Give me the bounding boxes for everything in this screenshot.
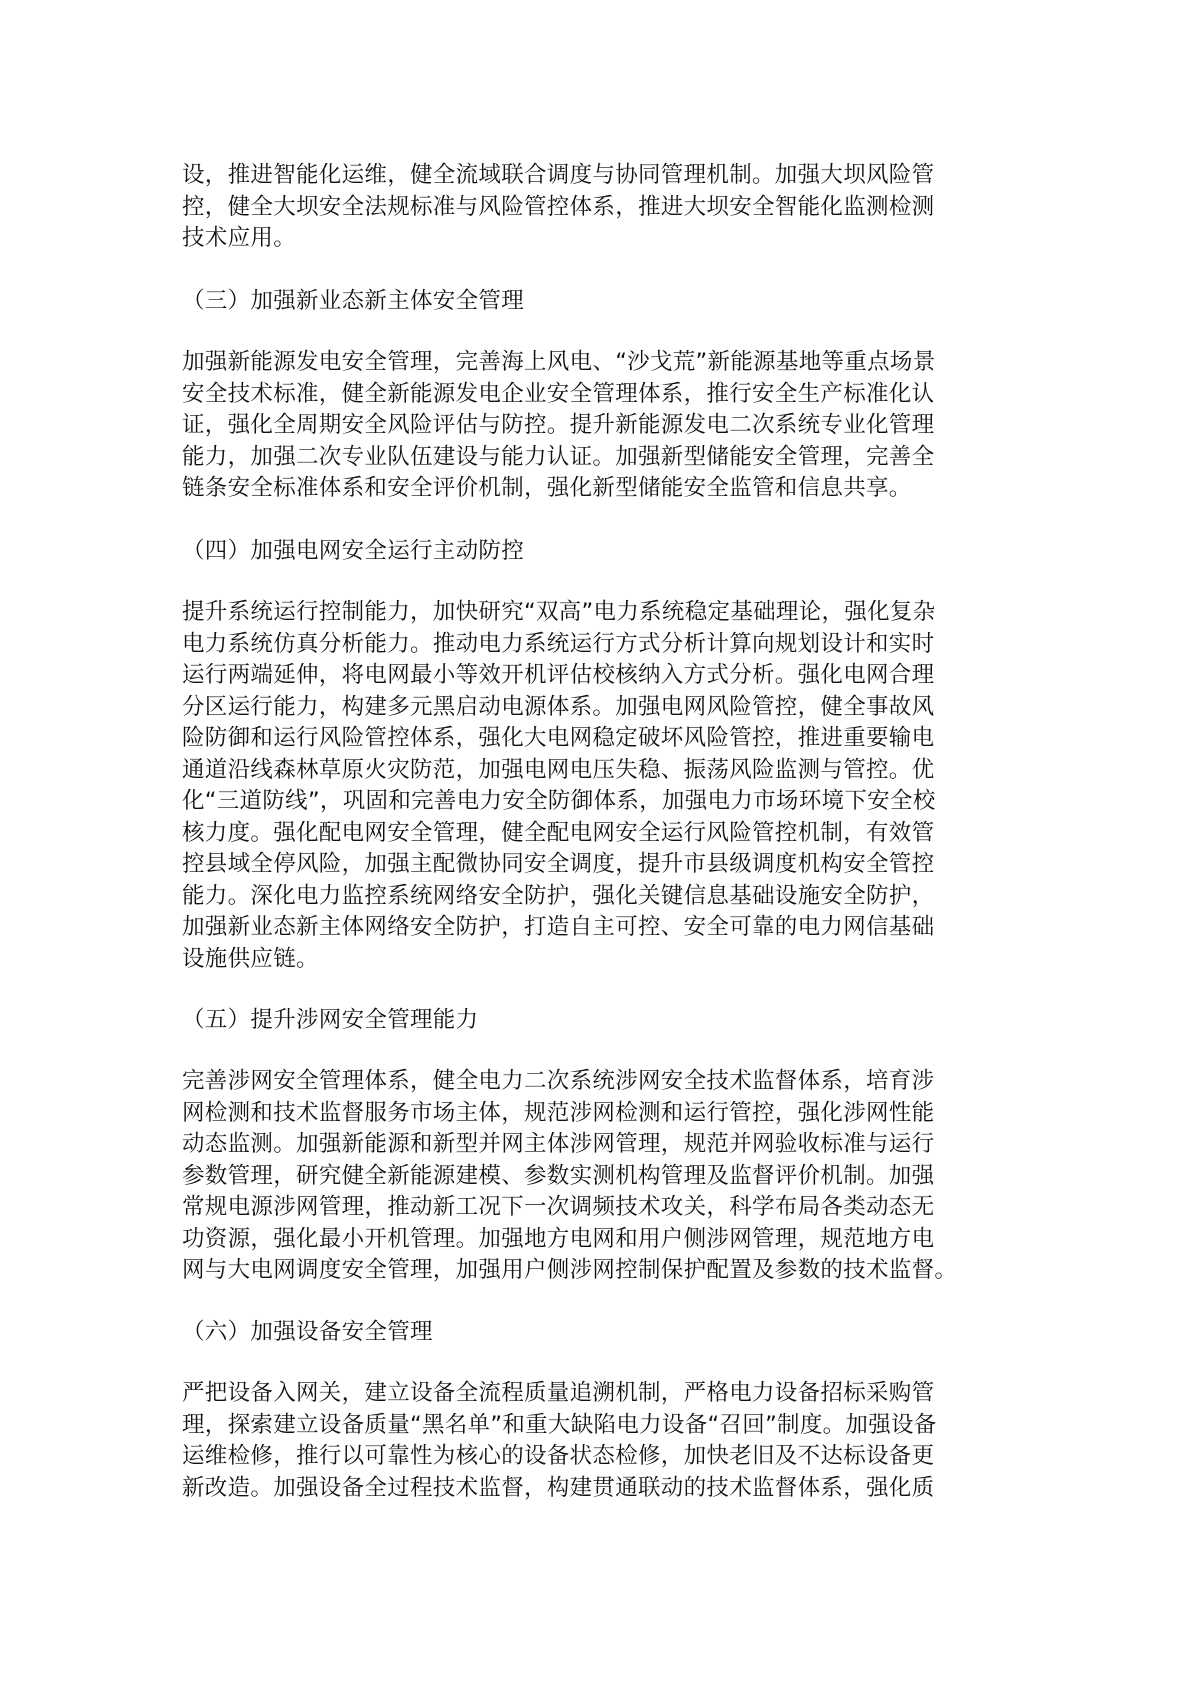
section-5-paragraph [182, 1066, 1022, 1287]
paragraph-line: 理，探索建立设备质量“黑名单”和重大缺陷电力设备“召回”制度。加强设备 [182, 1411, 937, 1438]
paragraph-line: 网与大电网调度安全管理，加强用户侧涉网控制保护配置及参数的技术监督。 [182, 1257, 958, 1283]
paragraph-line: 化“三道防线”，巩固和完善电力安全防御体系，加强电力市场环境下安全校 [182, 788, 936, 814]
paragraph-line: 提升系统运行控制能力，加快研究“双高”电力系统稳定基础理论，强化复杂 [182, 599, 936, 625]
paragraph-line: 运行两端延伸，将电网最小等效开机评估校核纳入方式分析。强化电网合理 [182, 662, 935, 688]
paragraph-line: 电力系统仿真分析能力。推动电力系统运行方式分析计算向规划设计和实时 [182, 630, 935, 657]
intro-paragraph [182, 160, 1022, 255]
paragraph-line: 网检测和技术监督服务市场主体，规范涉网检测和运行管控，强化涉网性能 [182, 1099, 935, 1126]
section-4-paragraph [182, 597, 1022, 975]
section-3-heading: （三）加强新业态新主体安全管理 [182, 288, 525, 314]
paragraph-line: 技术应用。 [182, 225, 297, 251]
paragraph-line: 新改造。加强设备全过程技术监督，构建贯通联动的技术监督体系，强化质 [182, 1474, 935, 1501]
paragraph-line: 链条安全标准体系和安全评价机制，强化新型储能安全监管和信息共享。 [182, 475, 912, 501]
paragraph-line: 参数管理，研究健全新能源建模、参数实测机构管理及监督评价机制。加强 [182, 1162, 935, 1189]
paragraph-line: 通道沿线森林草原火灾防范，加强电网电压失稳、振荡风险监测与管控。优 [182, 756, 935, 783]
section-6-heading: （六）加强设备安全管理 [182, 1319, 433, 1345]
paragraph-line: 能力，加强二次专业队伍建设与能力认证。加强新型储能安全管理，完善全 [182, 443, 935, 470]
paragraph-line: 常规电源涉网管理，推动新工况下一次调频技术攻关，科学布局各类动态无 [182, 1194, 935, 1220]
section-3-paragraph [182, 347, 1022, 505]
paragraph-line: 动态监测。加强新能源和新型并网主体涉网管理，规范并网验收标准与运行 [182, 1131, 935, 1157]
paragraph-line: 设，推进智能化运维，健全流域联合调度与协同管理机制。加强大坝风险管 [182, 162, 935, 188]
paragraph-line: 证，强化全周期安全风险评估与防控。提升新能源发电二次系统专业化管理 [182, 412, 935, 438]
paragraph-line: 安全技术标准，健全新能源发电企业安全管理体系，推行安全生产标准化认 [182, 380, 935, 407]
paragraph-line: 严把设备入网关，建立设备全流程质量追溯机制，严格电力设备招标采购管 [182, 1380, 935, 1406]
paragraph-line: 分区运行能力，构建多元黑启动电源体系。加强电网风险管控，健全事故风 [182, 693, 935, 720]
paragraph-line: 控县域全停风险，加强主配微协同安全调度，提升市县级调度机构安全管控 [182, 851, 935, 877]
paragraph-line: 完善涉网安全管理体系，健全电力二次系统涉网安全技术监督体系，培育涉 [182, 1068, 935, 1094]
paragraph-line: 加强新业态新主体网络安全防护，打造自主可控、安全可靠的电力网信基础 [182, 914, 935, 940]
paragraph-line: 核力度。强化配电网安全管理，健全配电网安全运行风险管控机制，有效管 [182, 819, 935, 846]
paragraph-line: 运维检修，推行以可靠性为核心的设备状态检修，加快老旧及不达标设备更 [182, 1443, 935, 1469]
section-6-paragraph [182, 1378, 1022, 1504]
section-4-heading: （四）加强电网安全运行主动防控 [182, 538, 525, 564]
paragraph-line: 设施供应链。 [182, 945, 319, 972]
paragraph-line: 能力。深化电力监控系统网络安全防护，强化关键信息基础设施安全防护， [182, 882, 935, 909]
paragraph-line: 险防御和运行风险管控体系，强化大电网稳定破坏风险管控，推进重要输电 [182, 725, 935, 751]
section-5-heading: （五）提升涉网安全管理能力 [182, 1007, 479, 1033]
paragraph-line: 加强新能源发电安全管理，完善海上风电、“沙戈荒”新能源基地等重点场景 [182, 349, 936, 375]
paragraph-line: 功资源，强化最小开机管理。加强地方电网和用户侧涉网管理，规范地方电 [182, 1225, 935, 1252]
paragraph-line: 控，健全大坝安全法规标准与风险管控体系，推进大坝安全智能化监测检测 [182, 193, 935, 220]
